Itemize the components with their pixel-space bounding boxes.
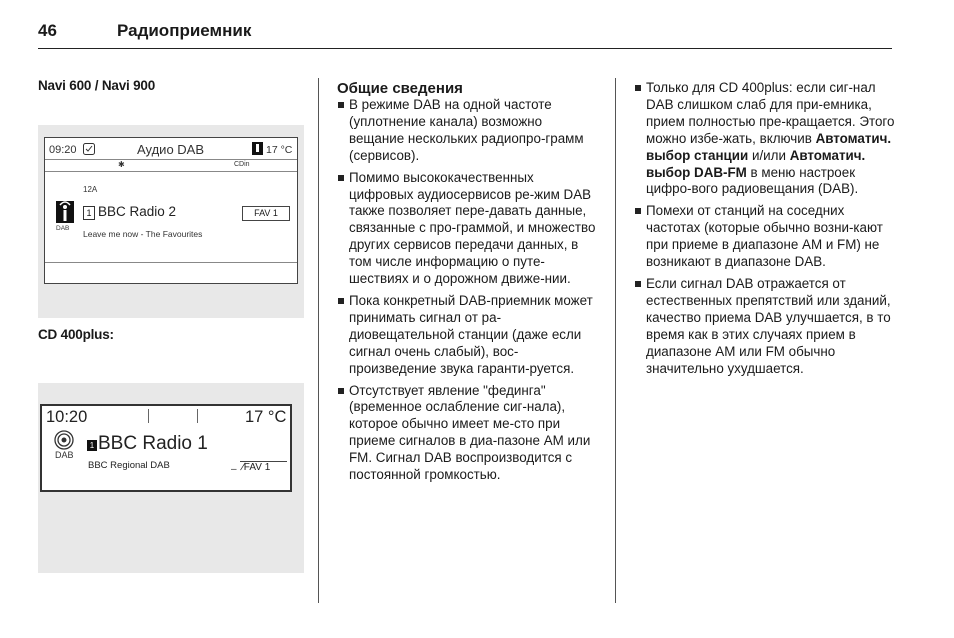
navi-preset: 1: [83, 206, 95, 220]
column-divider: [318, 78, 319, 603]
navi-dab: DAB: [56, 225, 70, 232]
middle-column: [337, 80, 599, 489]
cd-screen-image: [38, 383, 304, 573]
cd-display: [40, 404, 292, 492]
list-item: Помимо высококачественных цифровых аудиосервисов ре-жим DAB также позволяет пере-давать данные, связанные с про-граммой, и множество других сервисов передачи данных, в том числе информацию о путе-шествиях и о дорожном движе-нии.: [337, 170, 599, 288]
navi-temp: 17 °C: [266, 144, 293, 156]
cd-separator: [148, 409, 149, 423]
cd-fav-label: FAV 1: [243, 462, 271, 473]
thermometer-icon: [252, 142, 263, 155]
section-heading: Общие сведения: [337, 80, 463, 97]
navi-divider: [45, 171, 297, 172]
navi-screen-image: [38, 125, 304, 318]
fav1-button[interactable]: FAV 1: [242, 206, 290, 221]
list-item: Помехи от станций на соседних частотах (которые обычно возни-кают при приеме в диапазоне AM и FM) не возникают в диапазоне DAB.: [634, 203, 896, 271]
cd-separator: [197, 409, 198, 423]
cd-time: 10:20: [46, 408, 88, 426]
list-item: Пока конкретный DAB-приемник может принимать сигнал от ра-диовещательной станции (даже если сигнал очень слабый), вос-произведение звука гаранти-руется.: [337, 293, 599, 378]
cd-fav1-button[interactable]: /FAV 1: [238, 462, 271, 473]
list-item: Только для CD 400plus: если сиг-нал DAB слишком слаб для при-емника, прием полностью пре-кращается. Этого можно избе-жать, включив Автоматич. выбор станции и/или Автоматич. выбор DAB-FM в меню настроек цифро-вого радиовещания (DAB).: [634, 80, 896, 198]
column-divider: [615, 78, 616, 603]
cd-dash: –: [231, 464, 237, 475]
navi-track: Leave me now - The Favourites: [83, 229, 203, 239]
navi-divider: [45, 159, 297, 160]
navi-channel: 12A: [83, 185, 98, 194]
page-number: 46: [38, 21, 57, 40]
cd-temp: 17 °C: [245, 408, 287, 426]
list-item: В режиме DAB на одной частоте (уплотнение канала) возможно вещание нескольких радиопро-грамм (сервисов).: [337, 97, 599, 165]
cd-station: BBC Radio 1: [98, 433, 208, 454]
navi-display: [44, 137, 298, 284]
cd-label: CD 400plus:: [38, 327, 114, 342]
right-column: [634, 80, 896, 382]
clock-icon: [83, 143, 95, 155]
navi-cdin: CDin: [234, 161, 250, 168]
radio-signal-icon: [54, 430, 74, 450]
header-rule: [38, 48, 892, 49]
navi-divider: [45, 262, 297, 263]
bold-term: Автоматич. выбор станции: [646, 130, 892, 163]
bluetooth-icon: ✱: [118, 160, 125, 169]
navi-title: Аудио DAB: [137, 142, 205, 157]
navi-station: BBC Radio 2: [98, 204, 177, 219]
navi-label: Navi 600 / Navi 900: [38, 78, 156, 93]
cd-sub: BBC Regional DAB: [88, 460, 170, 471]
page-title: Радиоприемник: [117, 21, 252, 40]
broadcast-tower-icon: [56, 201, 74, 223]
cd-dab: DAB: [55, 450, 74, 460]
bold-term: Автоматич. выбор DAB-FM: [646, 147, 866, 180]
list-item: Отсутствует явление "фединга" (временное ослабление сиг-нала), которое обычно имеет ме-сто при приеме сигналов в диа-пазоне AM или FM. Сигнал DAB воспроизводится с постоянной громкостью.: [337, 383, 599, 484]
navi-time: 09:20: [49, 144, 77, 156]
cd-preset: 1: [87, 440, 97, 451]
list-item: Если сигнал DAB отражается от естественных препятствий или зданий, качество приема DAB улучшается, в то время как в этих случаях прием в диапазоне AM или FM обычно значительно ухудшается.: [634, 276, 896, 377]
